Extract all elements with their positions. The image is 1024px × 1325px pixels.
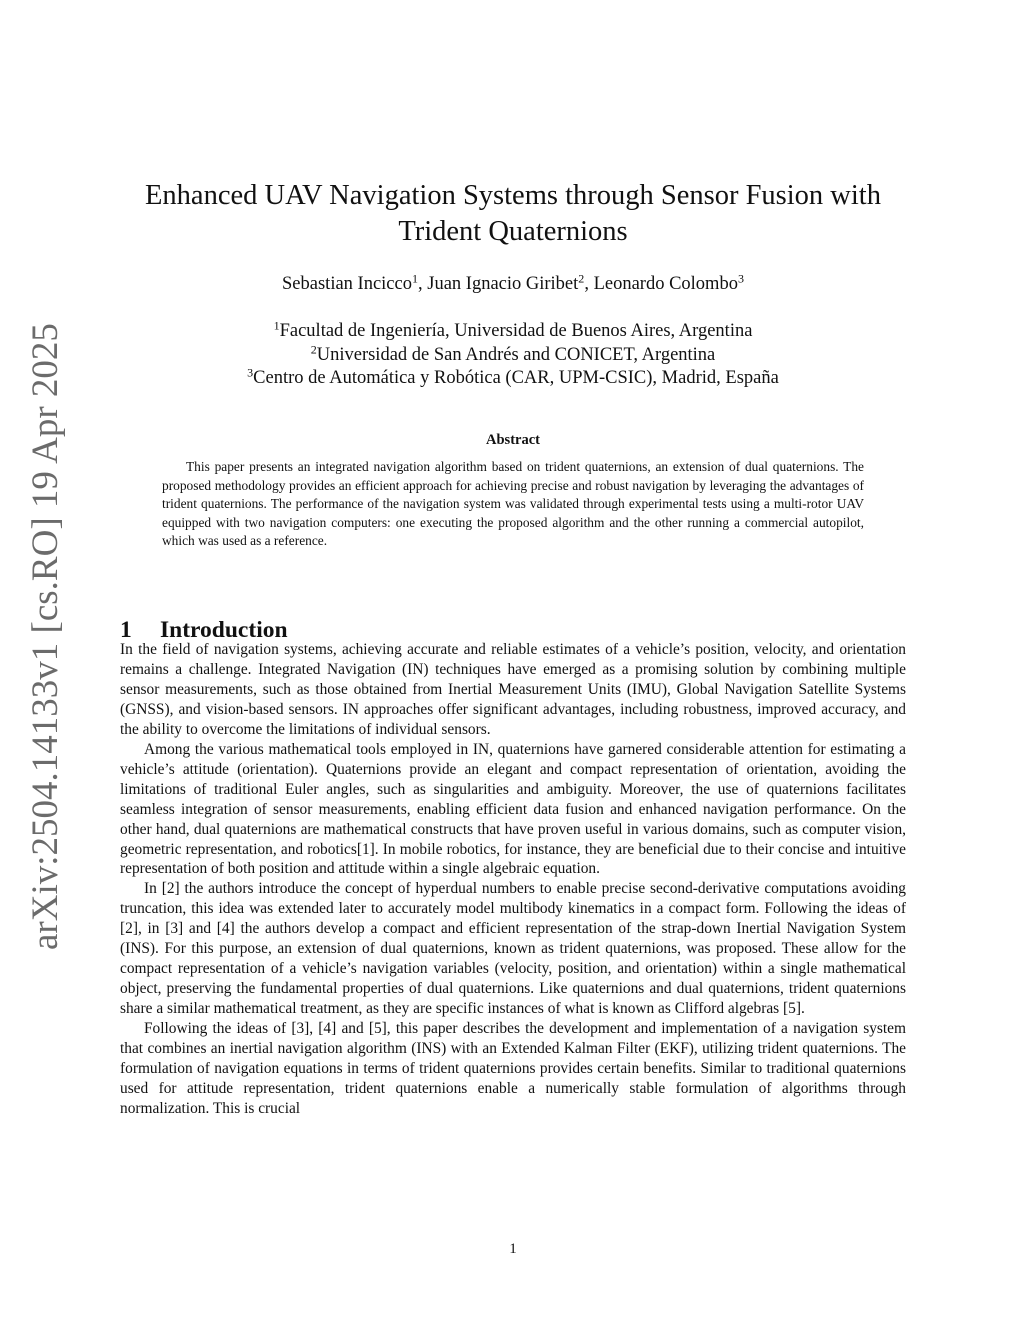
introduction-body: [120, 640, 906, 1119]
arxiv-identifier-stamp: arXiv:2504.14133v1 [cs.RO] 19 Apr 2025: [25, 323, 66, 950]
section-title: Introduction: [160, 616, 288, 643]
affiliation: $^1$Facultad de Ingeniería, Universidad de Buenos Aires, Argentina: [273, 318, 753, 341]
paragraph: In [2] the authors introduce the concept of hyperdual numbers to enable precise second-derivative computations avoiding truncation, this idea was extended later to accurately model multibody kinematics in a compact form. Following the ideas of [2], in [3] and [4] the authors develop a compact and efficient representation of the strap-down Inertial Navigation System (INS). For this purpose, an extension of dual quaternions, known as trident quaternions, was proposed. These allow for the compact representation of a vehicle’s navigation variables (velocity, position, and orientation) within a single mathematical object, preserving the fundamental properties of dual quaternions. Like quaternions and dual quaternions, trident quaternions share a similar mathematical treatment, as they are specific instances of what is known as Clifford algebras [5].: [120, 880, 906, 1018]
affiliation: $^3$Centro de Automática y Robótica (CAR, UPM-CSIC), Madrid, España: [247, 365, 779, 388]
affiliation-list: [120, 320, 906, 391]
affiliation: $^2$Universidad de San Andrés and CONICET, Argentina: [310, 341, 716, 365]
paragraph: Among the various mathematical tools employed in IN, quaternions have garnered considerable attention for estimating a vehicle’s attitude (orientation). Quaternions provide an elegant and compact representation of orientation, avoiding the limitations of traditional Euler angles, such as singularities and ambiguity. Moreover, the use of quaternions facilitates seamless integration of sensor measurements, enabling efficient data fusion and enhanced navigation performance. On the other hand, dual quaternions are mathematical constructs that have proven useful in various domains, such as computer vision, geometric representation, and robotics[1]. In mobile robotics, for instance, they are beneficial due to their concise and intuitive representation of both position and attitude within a single algebraic equation.: [120, 740, 906, 878]
paragraph: Following the ideas of [3], [4] and [5], this paper describes the development and implementation of a navigation system that combines an inertial navigation algorithm (INS) with an Extended Kalman Filter (EKF), utilizing trident quaternions. The formulation of navigation equations in terms of trident quaternions provides certain benefits. Similar to traditional quaternions used for attitude representation, trident quaternions enable a numerically stable formulation of algorithms through normalization. This is crucial: [120, 1020, 906, 1117]
abstract-heading: Abstract: [486, 432, 540, 448]
author: Sebastian Incicco$^1$,: [282, 271, 428, 294]
page-number: 1: [509, 1241, 517, 1257]
abstract-text: This paper presents an integrated navigation algorithm based on trident quaternions, an extension of dual quaternions. The proposed methodology provides an efficient approach for achieving precise and robust navigation by leveraging the advantages of trident quaternions. The performance of the navigation system was validated through experimental tests using a multi-rotor UAV equipped with two navigation computers: one executing the proposed algorithm and the other running a commercial autopilot, which was used as a reference.: [162, 459, 864, 549]
paragraph: In the field of navigation systems, achieving accurate and reliable estimates of a vehicle’s position, velocity, and orientation remains a challenge. Integrated Navigation (IN) techniques have emerged as a promising solution by combining multiple sensor measurements, such as those obtained from Inertial Measurement Units (IMU), Global Navigation Satellite Systems (GNSS), and vision-based sensors. IN approaches offer significant advantages, including robustness, improved accuracy, and the ability to overcome the limitations of individual sensors.: [120, 641, 906, 738]
author-list: [120, 272, 906, 296]
author: Leonardo Colombo$^3$: [593, 271, 744, 294]
author: Juan Ignacio Giribet$^2$,: [427, 271, 594, 294]
paper-title: Enhanced UAV Navigation Systems through Sensor Fusion with Trident Quaternions: [145, 180, 881, 247]
section-number: 1: [120, 616, 132, 643]
